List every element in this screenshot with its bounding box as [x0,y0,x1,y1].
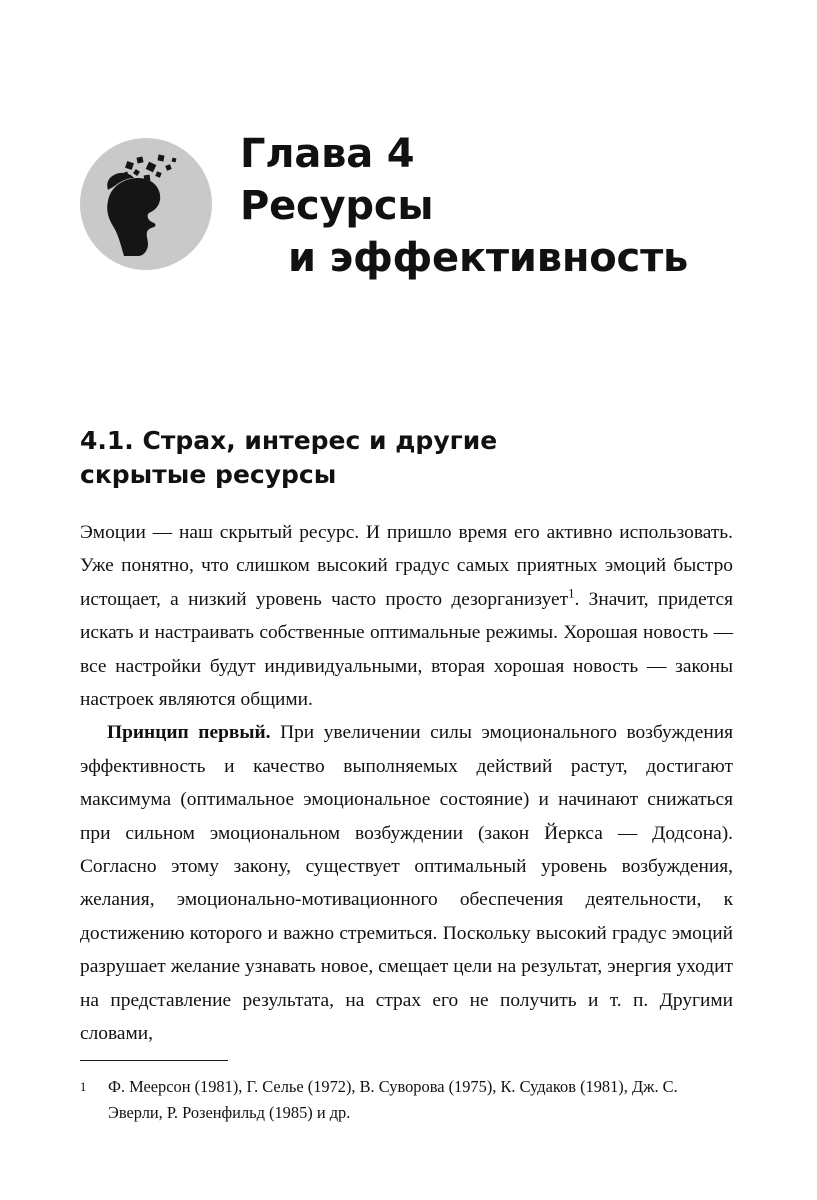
section-heading-line-1: 4.1. Страх, интерес и другие [80,426,498,455]
paragraph-2 [80,716,733,1050]
chapter-title-line-3: и эффективность [288,235,689,281]
footnote-divider [80,1060,228,1061]
chapter-title [240,128,740,284]
section-heading-line-2: скрытые ресурсы [80,460,337,489]
footnote-block [80,1060,733,1126]
footnote-text: Ф. Меерсон (1981), Г. Селье (1972), В. Суворова (1975), К. Судаков (1981), Дж. С. Эверли, Р. Розенфильд (1985) и др. [108,1077,678,1123]
paragraph-2-text: При увеличении силы эмоционального возбуждения эффективность и качество выполняемых действий растут, достигают максимума (оптимальное эмоциональное состояние) и начинают снижаться при сильном эмоциональном возбуждении (закон Йеркса — Додсона). Согласно этому закону, существует оптимальный уровень возбуждения, желания, эмоционально-мотивационного обеспечения деятельности, к достижению которого и важно стремиться. Поскольку высокий градус эмоций разрушает желание узнавать новое, смещает цели на результат, энергия уходит на представление результата, на страх его не получить и т. п. Другими словами, [80,722,733,1045]
section-heading [80,424,740,492]
chapter-title-line-1: Глава 4 [240,131,415,177]
head-with-open-mind-puzzle-icon [80,138,212,270]
paragraph-1-text: Эмоции — наш скрытый ресурс. И пришло время его активно использовать. Уже понятно, что слишком высокий градус самых приятных эмоций быстро истощает, а низкий уровень часто просто дезорганизует [80,522,733,610]
paragraph-2-lead: Принцип первый. [107,722,271,744]
chapter-title-line-2: Ресурсы [240,183,434,229]
paragraph-1-text-after: . Значит, придется искать и настраивать собственные оптимальные режимы. Хорошая новость — все настройки будут индивидуальными, вторая хорошая новость — законы настроек являются общими. [80,588,733,711]
chapter-header [80,128,740,308]
footnote-marker: 1 [80,1080,87,1095]
footnote-text-container [80,1074,733,1126]
section-body [80,516,733,1051]
footnote-reference[interactable]: 1 [568,586,575,601]
paragraph-1 [80,516,733,716]
